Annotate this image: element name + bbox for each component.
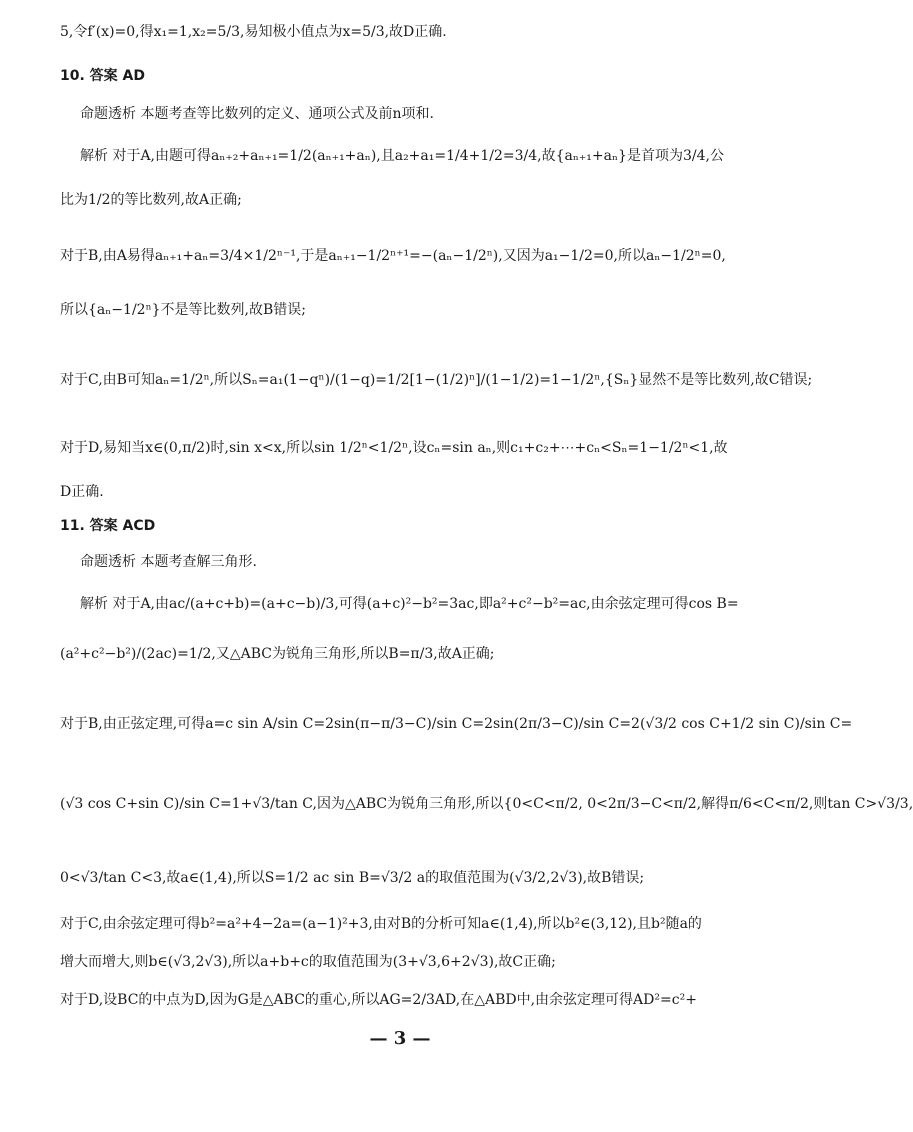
text-line: 比为1/2的等比数列,故A正确; — [60, 192, 242, 208]
text-line: 5,令f′(x)=0,得x₁=1,x₂=5/3,易知极小值点为x=5/3,故D正确. — [60, 24, 447, 40]
text-line: (√3 cos C+sin C)/sin C=1+√3/tan C,因为△ABC为锐角三角形,所以{0<C<π/2, 0<2π/3−C<π/2,解得π/6<C<π/2,则tan C>√3/3, — [60, 796, 913, 812]
text-line: 解析 对于A,由ac/(a+c+b)=(a+c−b)/3,可得(a+c)²−b²=3ac,即a²+c²−b²=ac,由余弦定理可得cos B= — [80, 596, 739, 612]
text-line: 对于D,设BC的中点为D,因为G是△ABC的重心,所以AG=2/3AD,在△ABD中,由余弦定理可得AD²=c²+ — [60, 992, 697, 1008]
text-line: (a²+c²−b²)/(2ac)=1/2,又△ABC为锐角三角形,所以B=π/3,故A正确; — [60, 646, 495, 662]
text-line: 0<√3/tan C<3,故a∈(1,4),所以S=1/2 ac sin B=√3/2 a的取值范围为(√3/2,2√3),故B错误; — [60, 870, 645, 886]
text-line: 解析 对于A,由题可得aₙ₊₂+aₙ₊₁=1/2(aₙ₊₁+aₙ),且a₂+a₁=1/4+1/2=3/4,故{aₙ₊₁+aₙ}是首项为3/4,公 — [80, 148, 724, 164]
answer-heading-10: 10. 答案 AD — [60, 68, 146, 84]
text-line: D正确. — [60, 484, 104, 500]
text-line: 对于B,由正弦定理,可得a=c sin A/sin C=2sin(π−π/3−C)/sin C=2sin(2π/3−C)/sin C=2(√3/2 cos C+1/2 sin C)/sin C= — [60, 716, 853, 732]
text-line: 所以{aₙ−1/2ⁿ}不是等比数列,故B错误; — [60, 302, 306, 318]
page-number: — 3 — — [369, 1028, 431, 1049]
text-line: 命题透析 本题考查解三角形. — [80, 554, 257, 570]
text-line: 增大而增大,则b∈(√3,2√3),所以a+b+c的取值范围为(3+√3,6+2√3),故C正确; — [60, 954, 556, 970]
text-line: 对于C,由余弦定理可得b²=a²+4−2a=(a−1)²+3,由对B的分析可知a∈(1,4),所以b²∈(3,12),且b²随a的 — [60, 916, 702, 932]
answer-heading-11: 11. 答案 ACD — [60, 518, 156, 534]
text-line: 对于B,由A易得aₙ₊₁+aₙ=3/4×1/2ⁿ⁻¹,于是aₙ₊₁−1/2ⁿ⁺¹=−(aₙ−1/2ⁿ),又因为a₁−1/2=0,所以aₙ−1/2ⁿ=0, — [60, 248, 726, 264]
text-line: 对于D,易知当x∈(0,π/2)时,sin x<x,所以sin 1/2ⁿ<1/2ⁿ,设cₙ=sin aₙ,则c₁+c₂+⋯+cₙ<Sₙ=1−1/2ⁿ<1,故 — [60, 440, 728, 456]
text-line: 命题透析 本题考查等比数列的定义、通项公式及前n项和. — [80, 106, 434, 122]
text-line: 对于C,由B可知aₙ=1/2ⁿ,所以Sₙ=a₁(1−qⁿ)/(1−q)=1/2[1−(1/2)ⁿ]/(1−1/2)=1−1/2ⁿ,{Sₙ}显然不是等比数列,故C错误; — [60, 372, 813, 388]
